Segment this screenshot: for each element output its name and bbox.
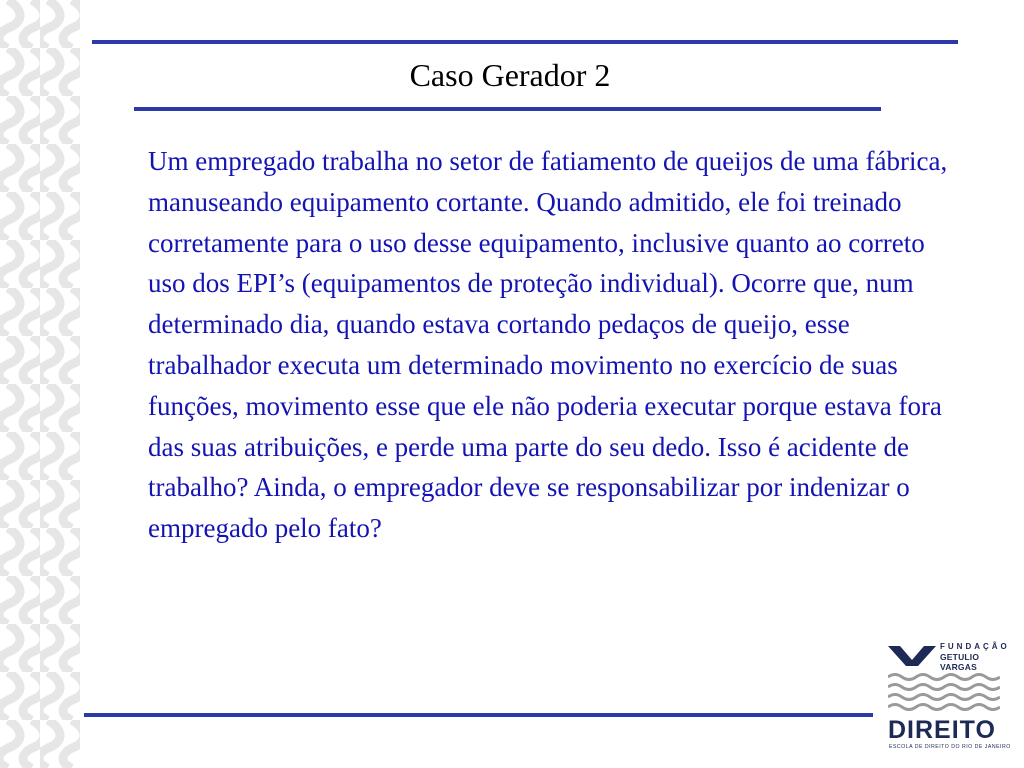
- logo-direito-text: DIREITO: [888, 716, 996, 744]
- logo-getulio-vargas-text: GETULIO VARGAS: [940, 652, 980, 672]
- case-description: Um empregado trabalha no setor de fatiamento de queijos de uma fábrica, manuseando equipamento cortante. Quando admitido, ele foi treinado corretamente para o uso desse equipamento, inclusive quanto ao correto uso dos EPI’s (equipamentos de proteção individual). Ocorre que, num determinado dia, quando estava cortando pedaços de queijo, esse trabalhador executa um determinado movimento no exercício de suas funções, movimento esse que ele não poderia executar porque estava fora das suas atribuições, e perde uma parte do seu dedo. Isso é acidente de trabalho? Ainda, o empregador deve se responsabilizar por indenizar o empregado pelo fato?: [148, 146, 948, 544]
- slide-title-text: Caso Gerador 2: [409, 57, 611, 93]
- logo-fundacao-text: FUNDAÇÃO: [940, 642, 1010, 651]
- top-divider: [92, 40, 958, 44]
- fgv-chevron-icon: [888, 646, 936, 666]
- slide-title: [0, 54, 1024, 96]
- bottom-divider: [84, 713, 873, 717]
- logo-escola-text: ESCOLA DE DIREITO DO RIO DE JANEIRO: [889, 744, 1011, 750]
- title-underline: [134, 107, 881, 111]
- fgv-direito-logo: [888, 640, 1011, 752]
- wave-lines-icon: [888, 672, 1000, 714]
- wave-pattern-border: [0, 0, 80, 768]
